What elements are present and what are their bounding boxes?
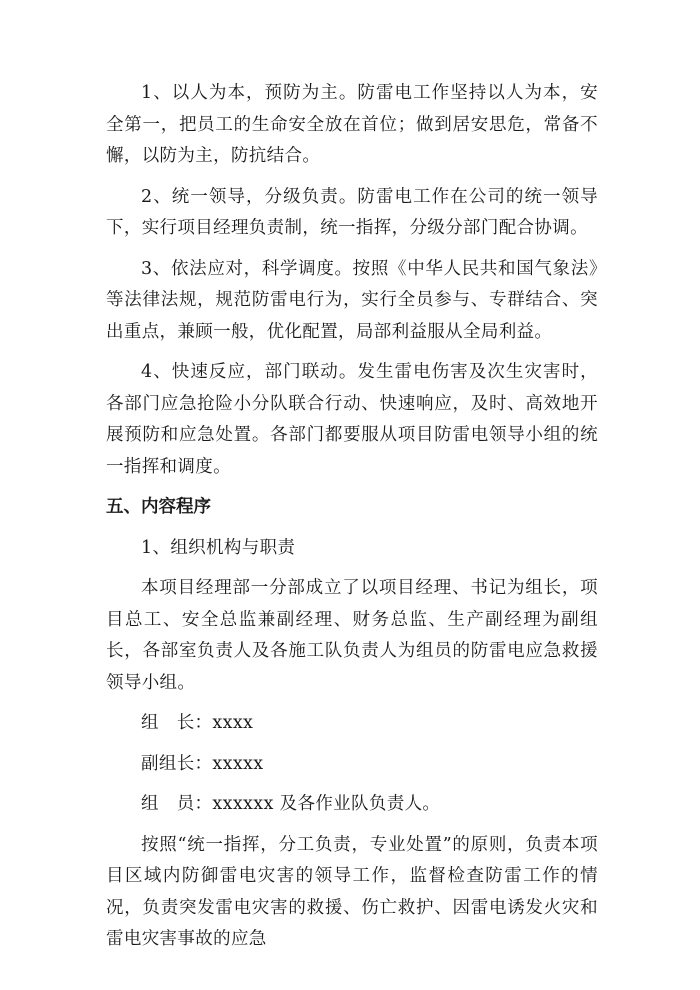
subsection-title: 1、组织机构与职责 — [141, 537, 296, 558]
document-page — [106, 78, 598, 956]
principle-paragraph-1: 1、以人为本，预防为主。防雷电工作坚持以人为本，安全第一，把员工的生命安全放在首位；做到居安思危，常备不懈，以防为主，防抗结合。 — [106, 83, 598, 166]
principle-paragraph-2: 2、统一领导，分级负责。防雷电工作在公司的统一领导下，实行项目经理负责制，统一指挥，分级分部门配合协调。 — [106, 186, 598, 238]
principle-paragraph-3: 3、依法应对，科学调度。按照《中华人民共和国气象法》等法律法规，规范防雷电行为，实行全员参与、专群结合、突出重点，兼顾一般，优化配置，局部利益服从全局利益。 — [106, 258, 598, 342]
section-heading: 五、内容程序 — [106, 497, 211, 517]
principle-paragraph-4: 4、快速反应，部门联动。发生雷电伤害及次生灾害时，各部门应急抢险小分队联合行动、快速响应，及时、高效地开展预防和应急处置。各部门都要服从项目防雷电领导小组的统一指挥和调度。 — [106, 362, 598, 477]
organization-intro: 本项目经理部一分部成立了以项目经理、书记为组长，项目总工、安全总监兼副经理、财务总监、生产副经理为副组长，各部室负责人及各施工队负责人为组员的防雷电应急救援领导小组。 — [106, 578, 598, 693]
deputy-leader-line: 副组长：xxxxx — [141, 753, 264, 774]
duties-paragraph: 按照“统一指挥，分工负责，专业处置”的原则，负责本项目区域内防御雷电灾害的领导工作，监督检查防雷工作的情况，负责突发雷电灾害的救援、伤亡救护、因雷电诱发火灾和雷电灾害事故的应急 — [106, 834, 598, 949]
team-members-line: 组 员：xxxxxx 及各作业队负责人。 — [141, 794, 441, 814]
team-leader-line: 组 长：xxxx — [141, 713, 254, 733]
